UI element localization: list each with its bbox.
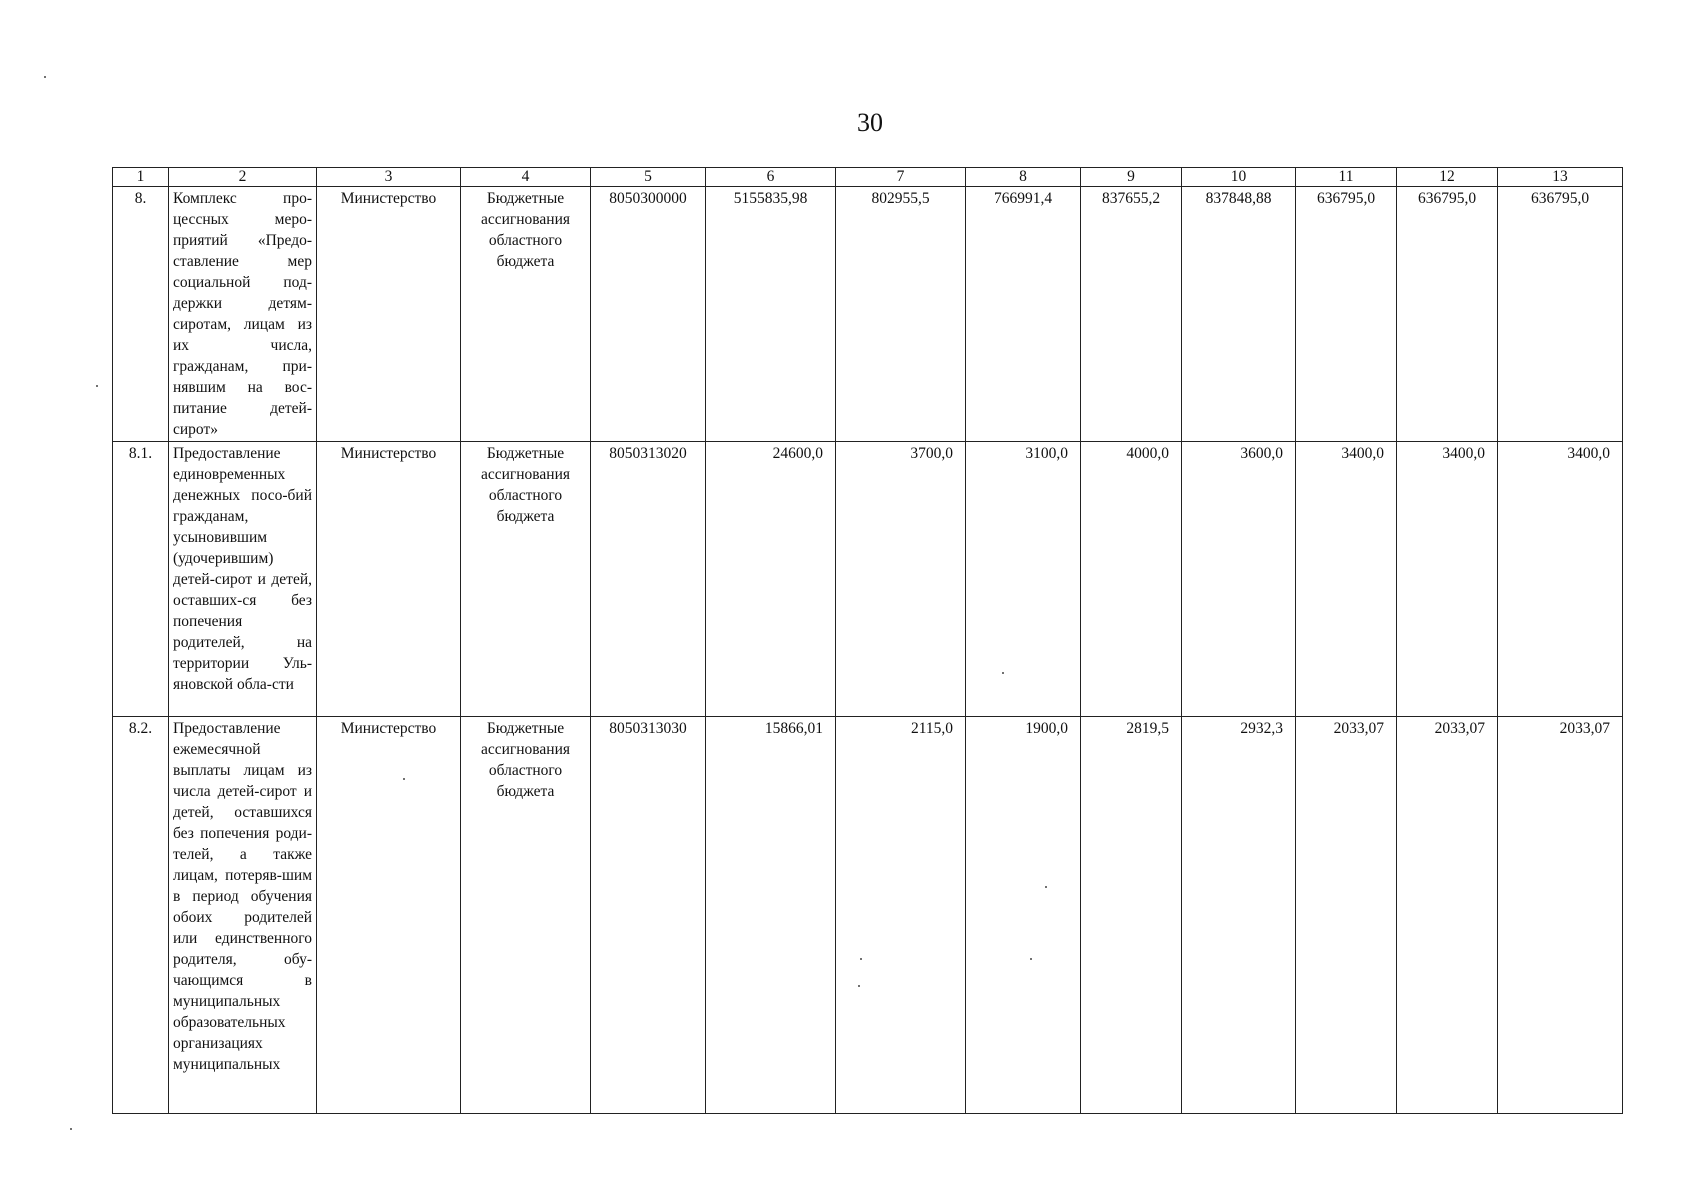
scan-speck — [1030, 958, 1032, 960]
row-description: Предоставление ежемесячной выплаты лицам из числа детей-сирот и детей, оставшихся без попечения роди-телей, а также лицам, потеряв-шим в период обучения обоих родителей или единственного родителя, обу-чающимся в муниципальных образовательных организациях муниципальных — [169, 717, 317, 1114]
column-number: 7 — [836, 168, 966, 187]
row-value: 636795,0 — [1498, 187, 1623, 442]
row-value: 2819,5 — [1081, 717, 1182, 1114]
row-executor: Министерство — [317, 717, 461, 1114]
table-header-row — [113, 168, 1623, 187]
row-value: 2033,07 — [1296, 717, 1397, 1114]
row-number: 8.2. — [113, 717, 169, 1114]
row-number: 8.1. — [113, 442, 169, 717]
row-funding-source: Бюджетные ассигнования областного бюджета — [461, 442, 591, 717]
column-number: 6 — [706, 168, 836, 187]
scan-speck — [403, 778, 405, 780]
row-value: 3400,0 — [1498, 442, 1623, 717]
row-value: 3400,0 — [1296, 442, 1397, 717]
row-value: 1900,0 — [966, 717, 1081, 1114]
column-number: 9 — [1081, 168, 1182, 187]
scan-speck — [860, 958, 862, 960]
scan-speck — [70, 1128, 72, 1130]
column-number: 1 — [113, 168, 169, 187]
scan-speck — [96, 385, 98, 387]
scan-speck — [1002, 672, 1004, 674]
row-executor: Министерство — [317, 187, 461, 442]
column-number: 5 — [591, 168, 706, 187]
row-value: 4000,0 — [1081, 442, 1182, 717]
budget-table — [112, 167, 1623, 1114]
row-value: 3100,0 — [966, 442, 1081, 717]
row-value: 837655,2 — [1081, 187, 1182, 442]
row-value: 15866,01 — [706, 717, 836, 1114]
row-value: 3700,0 — [836, 442, 966, 717]
table-row — [113, 187, 1623, 442]
row-value: 3400,0 — [1397, 442, 1498, 717]
row-funding-source: Бюджетные ассигнования областного бюджета — [461, 187, 591, 442]
row-budget-code: 8050313030 — [591, 717, 706, 1114]
table-row — [113, 717, 1623, 1114]
row-value: 2033,07 — [1397, 717, 1498, 1114]
column-number: 11 — [1296, 168, 1397, 187]
row-value: 5155835,98 — [706, 187, 836, 442]
row-value: 802955,5 — [836, 187, 966, 442]
row-executor: Министерство — [317, 442, 461, 717]
scan-speck — [44, 76, 46, 78]
row-budget-code: 8050300000 — [591, 187, 706, 442]
column-number: 8 — [966, 168, 1081, 187]
row-value: 636795,0 — [1296, 187, 1397, 442]
row-value: 2033,07 — [1498, 717, 1623, 1114]
column-number: 12 — [1397, 168, 1498, 187]
row-number: 8. — [113, 187, 169, 442]
row-funding-source: Бюджетные ассигнования областного бюджета — [461, 717, 591, 1114]
row-description: Комплекс про-цессных меро-приятий «Предо-ставление мер социальной под-держки детям-сиротам, лицам из их числа, гражданам, при-нявшим на вос-питание детей-сирот» — [169, 187, 317, 442]
row-value: 24600,0 — [706, 442, 836, 717]
table-row — [113, 442, 1623, 717]
column-number: 2 — [169, 168, 317, 187]
scan-speck — [858, 985, 860, 987]
column-number: 3 — [317, 168, 461, 187]
row-budget-code: 8050313020 — [591, 442, 706, 717]
row-value: 766991,4 — [966, 187, 1081, 442]
row-value: 2115,0 — [836, 717, 966, 1114]
row-value: 636795,0 — [1397, 187, 1498, 442]
column-number: 10 — [1182, 168, 1296, 187]
column-number: 4 — [461, 168, 591, 187]
column-number: 13 — [1498, 168, 1623, 187]
scan-speck — [1045, 886, 1047, 888]
row-value: 837848,88 — [1182, 187, 1296, 442]
page-number: 30 — [857, 108, 883, 137]
row-value: 2932,3 — [1182, 717, 1296, 1114]
row-description: Предоставление единовременных денежных посо-бий гражданам, усыновившим (удочерившим) детей-сирот и детей, оставших-ся без попечения родителей, на территории Уль-яновской обла-сти — [169, 442, 317, 717]
row-value: 3600,0 — [1182, 442, 1296, 717]
